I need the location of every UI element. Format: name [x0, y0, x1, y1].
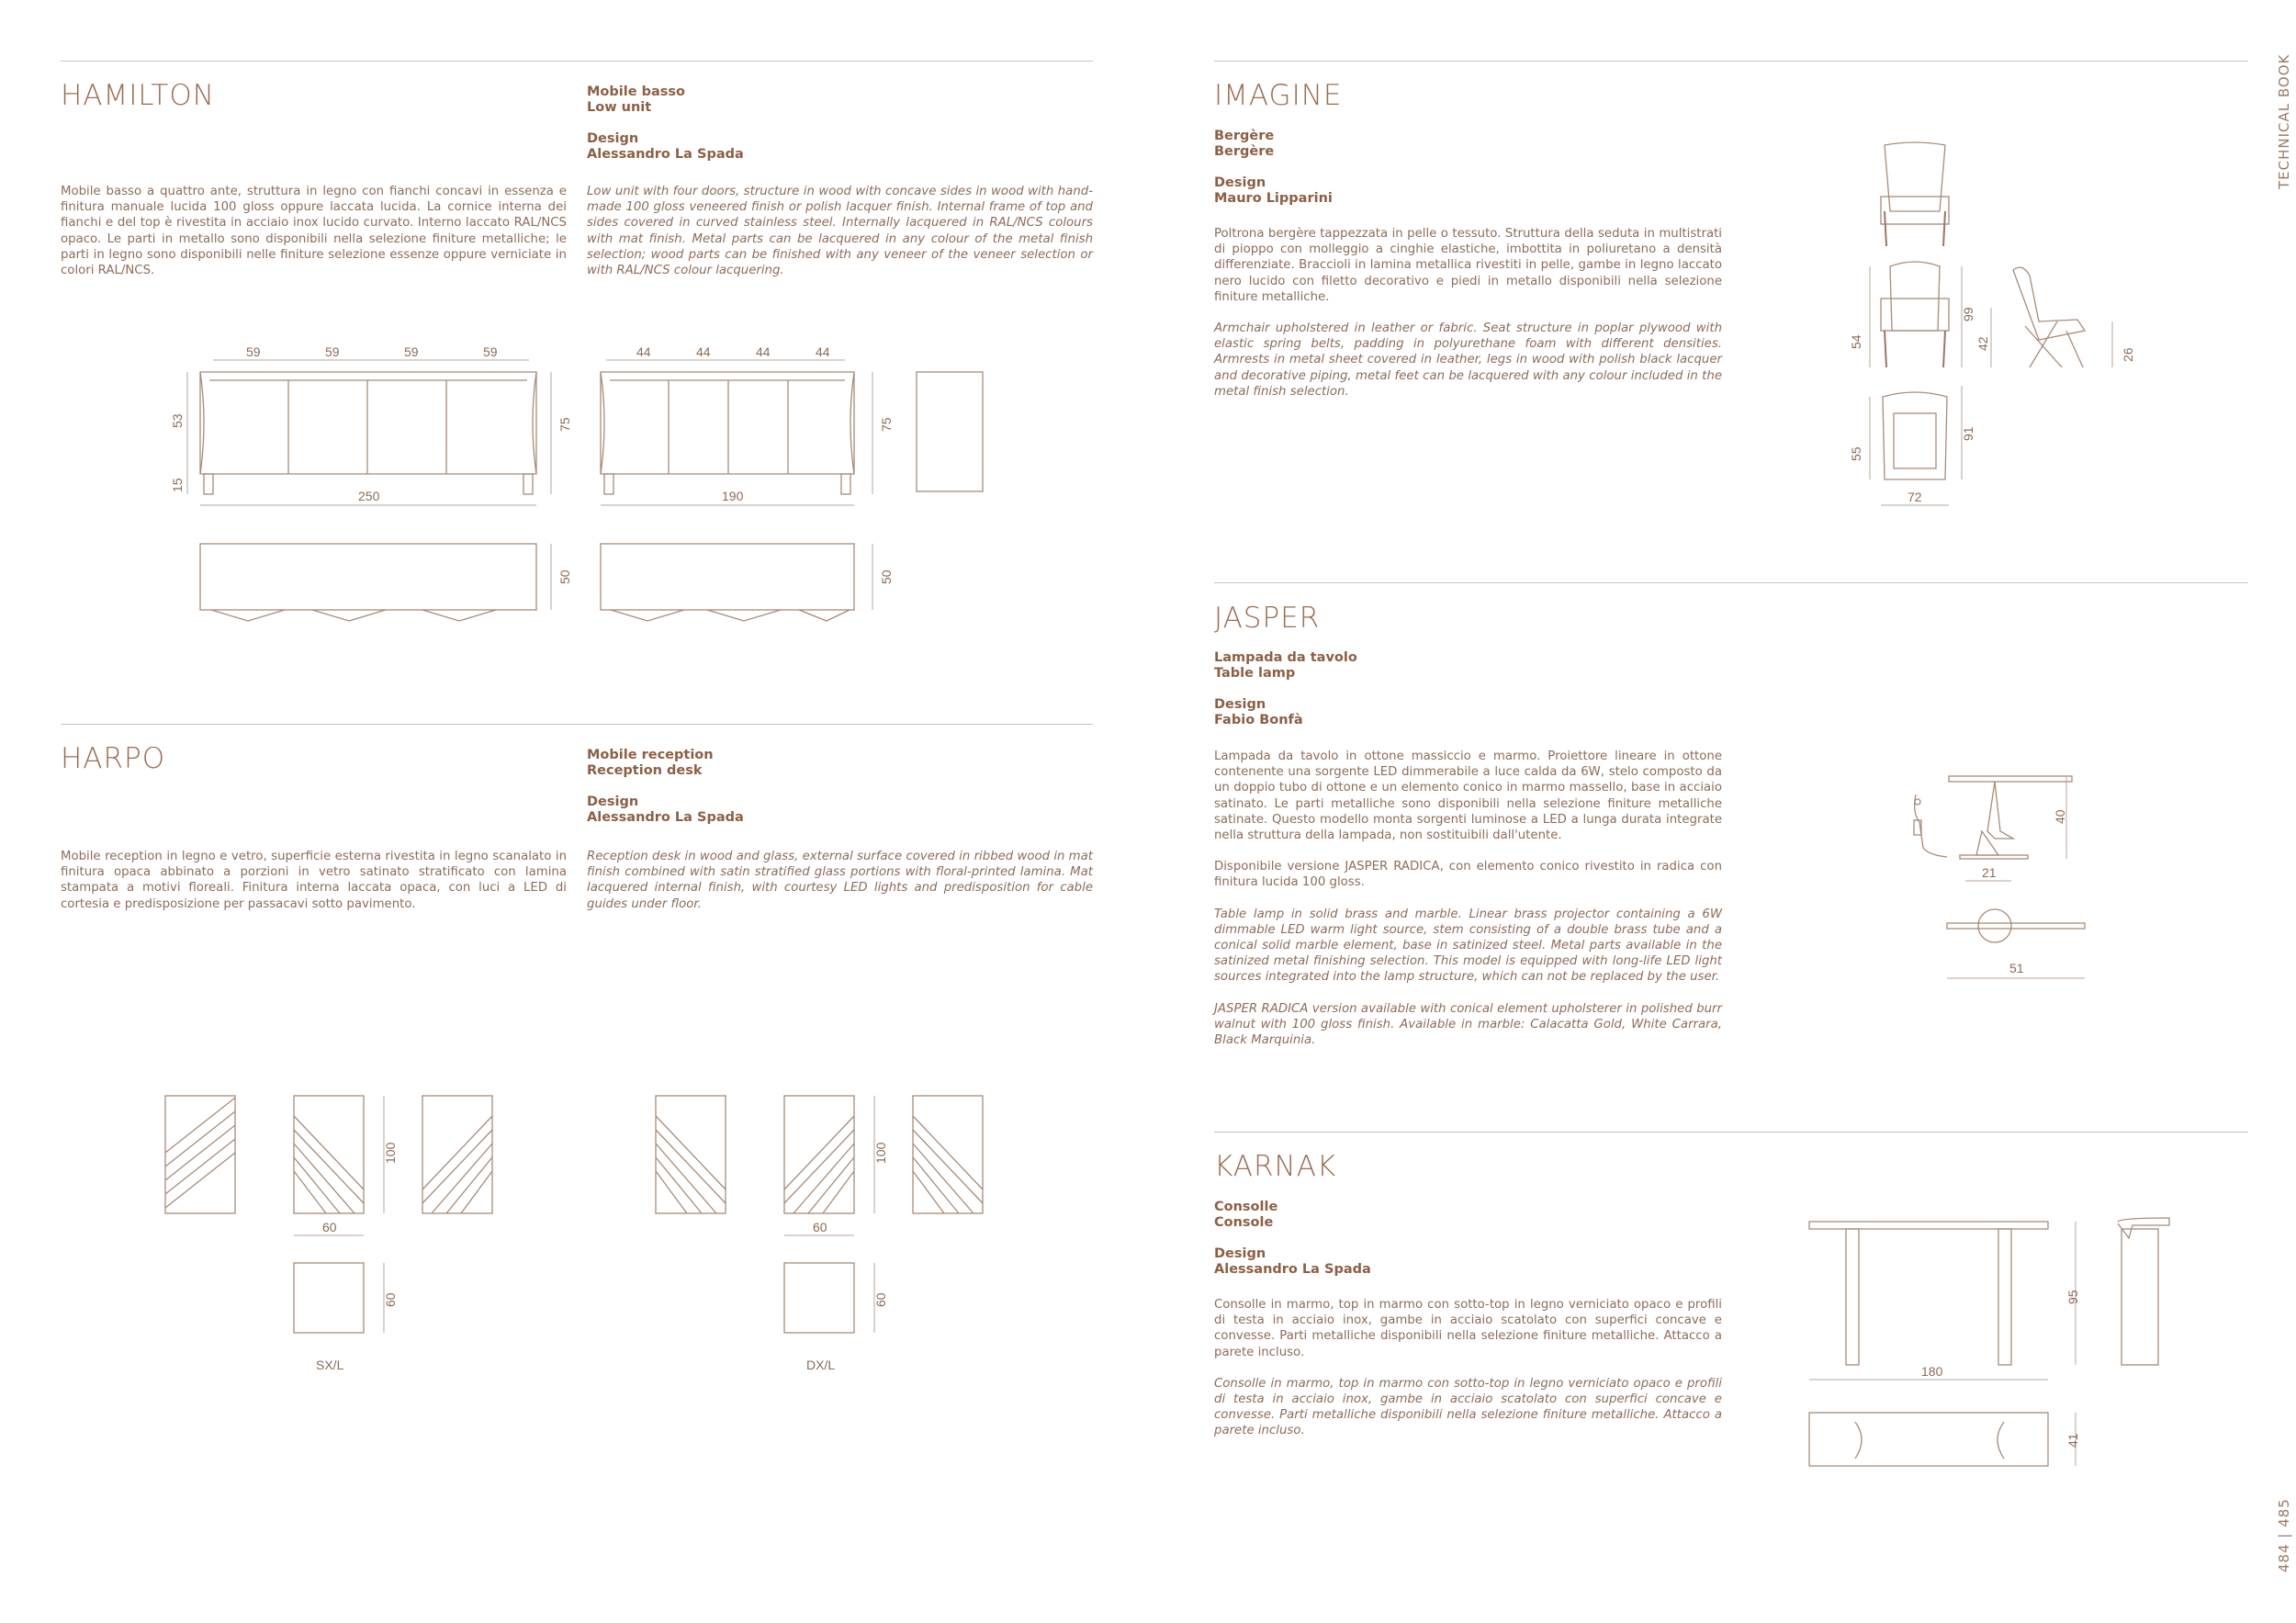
imagine-dim-72: 72 — [1908, 490, 1922, 504]
imagine-title: IMAGINE — [1214, 79, 1343, 112]
harpo-dim-w-2: 60 — [813, 1220, 827, 1234]
jasper-dim-51: 51 — [2009, 961, 2024, 975]
imagine-designer: Mauro Lipparini — [1214, 191, 1333, 206]
jasper-desc-it-2: Disponibile versione JASPER RADICA, con elemento conico rivestito in radica con finitura lucida 100 gloss. — [1214, 860, 1722, 890]
karnak-dim-41: 41 — [2065, 1433, 2080, 1448]
imagine-design-label: Design — [1214, 175, 1266, 190]
karnak-plan — [1809, 1413, 2080, 1466]
karnak-type-en: Console — [1214, 1215, 1274, 1230]
imagine-dim-91: 91 — [1961, 426, 1975, 441]
harpo-design-label: Design — [587, 795, 639, 809]
hamilton-190-front — [601, 344, 894, 505]
dim-door-7: 44 — [756, 344, 771, 359]
harpo-designer: Alessandro La Spada — [587, 810, 744, 825]
imagine-front-top — [1881, 142, 1949, 246]
dim-door-4: 59 — [483, 344, 498, 359]
jasper-plan — [1947, 909, 2085, 978]
karnak-meta — [1214, 1200, 1371, 1278]
side-title: TECHNICAL BOOK — [2276, 53, 2292, 189]
karnak-dim-95: 95 — [2065, 1290, 2080, 1304]
jasper-type-en: Table lamp — [1214, 666, 1296, 681]
jasper-rule — [1214, 582, 2248, 583]
dim-door-5: 44 — [636, 344, 651, 359]
dim-depth-2: 50 — [879, 569, 894, 584]
karnak-side — [2118, 1218, 2169, 1365]
imagine-desc — [1214, 226, 1722, 400]
hamilton-desc-en: Low unit with four doors, structure in wood with concave sides in wood with hand-made 100 gloss veneered finish or polish lacquer finish. Internal frame of top and sides covered in curved stainless steel. Internally lacquered in RAL/NCS colours with mat finish. Metal parts can be lacquered in any colour of the metal finish selection; wood parts can be finished with any veneer of the veneer selection or with RAL/NCS colour lacquering. — [587, 185, 1093, 278]
imagine-meta — [1214, 129, 1333, 207]
dim-door-6: 44 — [696, 344, 711, 359]
harpo-dim-d-2: 60 — [873, 1292, 888, 1307]
hamilton-plan-views — [200, 544, 894, 621]
top-rule-right — [1214, 61, 2248, 62]
imagine-dim-99: 99 — [1961, 307, 1975, 321]
jasper-title: JASPER — [1214, 602, 1321, 635]
karnak-design-label: Design — [1214, 1246, 1266, 1261]
karnak-rule — [1214, 1132, 2248, 1133]
jasper-type-it: Lampada da tavolo — [1214, 650, 1357, 665]
karnak-desc-en: Consolle in marmo, top in marmo con sotto-top in legno verniciato opaco e profili di testa in acciaio inox, gambe in acciaio scatolato con superfici concave e convesse. Parti metalliche disponibili nella selezione finiture metalliche. Attacco a parete incluso. — [1214, 1376, 1722, 1438]
imagine-type-en: Bergère — [1214, 144, 1275, 159]
imagine-dim-55: 55 — [1849, 446, 1863, 461]
dim-h-total: 75 — [557, 417, 572, 432]
harpo-type-it: Mobile reception — [587, 748, 714, 762]
jasper-dim-40: 40 — [2053, 809, 2067, 824]
dim-h-total-2: 75 — [879, 417, 894, 432]
harpo-desc-it: Mobile reception in legno e vetro, superficie esterna rivestita in legno scanalato in finitura opaca abbinato a porzioni in vetro satinato stratificato con lamina stampata a motivi floreali. Finitura interna laccata opaca, con luci a LED di cortesia e predisposizione per passacavi sotto pavimento. — [61, 850, 567, 911]
jasper-desc — [1214, 749, 1722, 1048]
dim-door-3: 59 — [404, 344, 419, 359]
jasper-designer: Fabio Bonfà — [1214, 713, 1303, 727]
dim-w1: 250 — [358, 489, 380, 503]
karnak-title: KARNAK — [1214, 1150, 1337, 1183]
dim-door-1: 59 — [246, 344, 261, 359]
harpo-title: HARPO — [61, 742, 166, 775]
karnak-designer: Alessandro La Spada — [1214, 1262, 1371, 1277]
hamilton-type-it: Mobile basso — [587, 85, 685, 99]
imagine-dim-54: 54 — [1849, 334, 1863, 349]
karnak-drawing — [1800, 1212, 2223, 1488]
karnak-desc-it: Consolle in marmo, top in marmo con sotto-top in legno verniciato opaco e profili di testa in acciaio inox, gambe in acciaio scatolato con superfici concave e convesse. Parti metalliche disponibili nella selezione finiture metalliche. Attacco a parete incluso. — [1214, 1298, 1722, 1359]
harpo-variant-dx: DX/L — [806, 1358, 836, 1372]
harpo-dim-d-1: 60 — [383, 1292, 398, 1307]
imagine-dim-42: 42 — [1975, 336, 1990, 351]
hamilton-250-front — [170, 344, 572, 505]
hamilton-meta — [587, 85, 744, 163]
jasper-desc-it: Lampada da tavolo in ottone massiccio e marmo. Proiettore lineare in ottone contenente una sorgente LED dimmerabile a luce calda da 6W, stelo composto da un doppio tubo di ottone e un elemento conico in marmo massello, base in acciaio satinato. Le parti metalliche sono disponibili nella selezione finiture metalliche satinate. Questo modello monta sorgenti luminose a LED a lunga durata integrate nella struttura della lampada, non sostituibili dall'utente. — [1214, 750, 1722, 843]
harpo-dim-h-1: 100 — [383, 1142, 398, 1164]
jasper-desc-en-2: JASPER RADICA version available with conical element upholsterer in polished burr walnut with 100 gloss finish. Available in marble: Calacatta Gold, White Carrara, Black Marquinia. — [1214, 1001, 1722, 1048]
harpo-rule — [61, 724, 1093, 725]
imagine-type-it: Bergère — [1214, 129, 1275, 143]
jasper-front — [1914, 776, 2072, 881]
jasper-meta — [1214, 650, 1357, 728]
harpo-type-en: Reception desk — [587, 763, 703, 778]
hamilton-desc-it: Mobile basso a quattro ante, struttura in legno con fianchi concavi in essenza e finitura manuale lucida 100 gloss oppure laccata lucida. La cornice interna dei fianchi e del top è rivestita in acciaio inox lucido curvato. Interno laccato RAL/NCS opaco. Le parti in metallo sono disponibili nella selezione finiture metalliche; le parti in legno sono disponibili nelle finiture selezione essenze oppure verniciate in colori RAL/NCS. — [61, 185, 567, 278]
jasper-dim-21: 21 — [1982, 865, 1997, 880]
hamilton-designer: Alessandro La Spada — [587, 147, 744, 162]
harpo-sx-group — [165, 1096, 492, 1372]
dim-h1: 53 — [170, 413, 185, 428]
hamilton-type-en: Low unit — [587, 100, 652, 115]
imagine-plan — [1849, 386, 1975, 505]
hamilton-side-view — [917, 372, 983, 491]
harpo-meta — [587, 748, 744, 826]
dim-depth: 50 — [557, 569, 572, 584]
karnak-desc — [1214, 1297, 1722, 1439]
imagine-dim-26: 26 — [2121, 347, 2135, 362]
imagine-front — [1849, 262, 1975, 367]
dim-w2: 190 — [722, 489, 744, 503]
harpo-dx-group — [656, 1096, 983, 1372]
page-numbers: 484 | 485 — [2276, 1498, 2292, 1572]
jasper-design-label: Design — [1214, 697, 1266, 712]
harpo-dim-h-2: 100 — [873, 1142, 888, 1164]
karnak-front — [1809, 1222, 2080, 1380]
jasper-drawing — [1910, 767, 2186, 1006]
hamilton-drawing — [147, 340, 1065, 634]
top-rule-left — [61, 61, 1093, 62]
harpo-drawing — [156, 1088, 1075, 1392]
imagine-side — [1975, 267, 2135, 367]
harpo-variant-sx: SX/L — [316, 1358, 344, 1372]
hamilton-design-label: Design — [587, 131, 639, 146]
harpo-dim-w-1: 60 — [322, 1220, 337, 1234]
dim-door-2: 59 — [325, 344, 340, 359]
imagine-desc-it: Poltrona bergère tappezzata in pelle o tessuto. Struttura della seduta in multistrati di pioppo con molleggio a cinghie elastiche, imbottita in poliuretano a densità differenziate. Braccioli in lamina metallica rivestiti in pelle, gambe in legno laccato nero lucido con filetto decorativo e piedi in metallo disponibili nella selezione finiture metalliche. — [1214, 227, 1722, 304]
karnak-dim-180: 180 — [1921, 1364, 1943, 1379]
imagine-drawing — [1837, 138, 2204, 505]
jasper-desc-en: Table lamp in solid brass and marble. Linear brass projector containing a 6W dimmable LED warm light source, stem consisting of a double brass tube and a conical solid marble element, base in satinized steel. Metal parts available in the satinized metal finishing selection. This model is equipped with long-life LED light sources integrated into the lamp structure, which can not be replaced by the user. — [1214, 907, 1722, 985]
hamilton-title: HAMILTON — [61, 79, 215, 112]
imagine-desc-en: Armchair upholstered in leather or fabric. Seat structure in poplar plywood with elastic spring belts, padding in polyurethane foam with different densities. Armrests in metal sheet covered in leather, legs in wood with polish black lacquer and decorative piping, metal feet can be lacquered with any colour included in the metal finish selection. — [1214, 321, 1722, 399]
dim-h2: 15 — [170, 478, 185, 492]
karnak-type-it: Consolle — [1214, 1200, 1278, 1214]
harpo-desc-en: Reception desk in wood and glass, external surface covered in ribbed wood in mat finish combined with satin stratified glass portions with floral-printed lamina. Mat lacquered internal finish, with courtesy LED lights and predisposition for cable guides under floor. — [587, 850, 1093, 911]
dim-door-8: 44 — [816, 344, 830, 359]
